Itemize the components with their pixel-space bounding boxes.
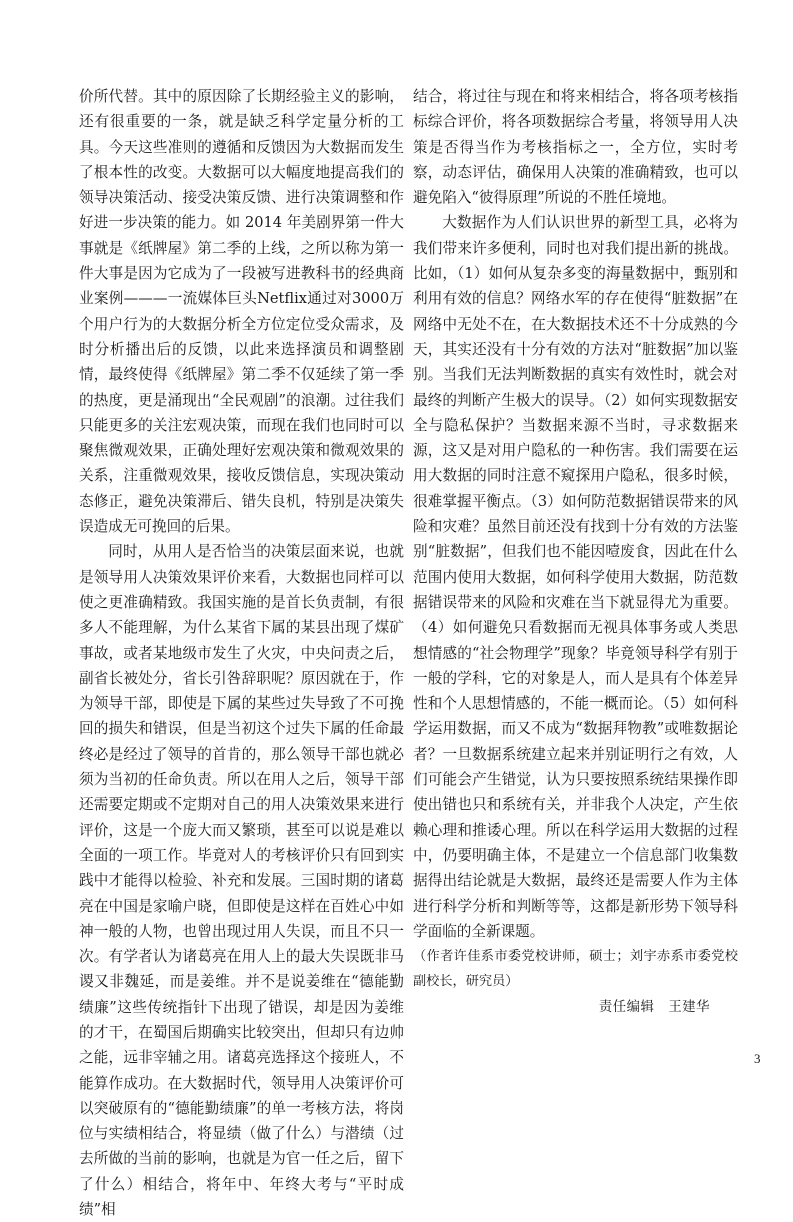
body-paragraph: 大数据作为人们认识世界的新型工具，必将为我们带来许多便利，同时也对我们提出新的挑战。比如，（1）如何从复杂多变的海量数据中，甄别和利用有效的信息？网络水军的存在使得“脏数据”在网络中无处不在，在大数据技术还不十分成熟的今天，其实还没有十分有效的方法对“脏数据”加以鉴别。当我们无法判断数据的真实有效性时，就会对最终的判断产生极大的误导。（2）如何实现数据安全与隐私保护？当数据来源不当时，寻求数据来源，这又是对用户隐私的一种伤害。我们需要在运用大数据的同时注意不窥探用户隐私，很多时候，很难掌握平衡点。（3）如何防范数据错误带来的风险和灾难？虽然目前还没有找到十分有效的方法鉴别“脏数据”，但我们也不能因噎废食，因此在什么范围内使用大数据，如何科学使用大数据，防范数据错误带来的风险和灾难在当下就显得尤为重要。（4）如何避免只看数据而无视具体事务或人类思想情感的“社会物理学”现象？毕竟领导科学有别于一般的学科，它的对象是人，而人是具有个体差异性和个人思想情感的，不能一概而论。（5）如何科学运用数据，而又不成为“数据拜物教”或唯数据论者？一旦数据系统建立起来并别证明行之有效，人们可能会产生错觉，认为只要按照系统结果操作即使出错也只和系统有关，并非我个人决定，产生依赖心理和推诿心理。所以在科学运用大数据的过程中，仍要明确主体，不是建立一个信息部门收集数据得出结论就是大数据，最终还是需要人作为主体进行科学分析和判断等等，这都是新形势下领导科学面临的全新课题。 [413, 214, 738, 940]
body-paragraph: 同时，从用人是否恰当的决策层面来说，也就是领导用人决策效果评价来看，大数据也同样可以使之更准确精致。我国实施的是首长负责制，有很多人不能理解，为什么某省下属的某县出现了煤矿事故，或者某地级市发生了火灾，中央问责之后，副省长被处分，省长引咎辞职呢？原因就在于，作为领导干部，即使是下属的某些过失导致了不可挽回的损失和错误，但是当初这个过失下属的任命最终必是经过了领导的首肯的，那么领导干部也就必须为当初的任命负责。所以在用人之后，领导干部还需要定期或不定期对自己的用人决策效果来进行评价，这是一个庞大而又繁琐，甚至可以说是难以全面的一项工作。毕竟对人的考核评价只有回到实践中才能得以检验、补充和发展。三国时期的诸葛亮在中国是家喻户晓，但即使是这样在百姓心中如神一般的人物，也曾出现过用人失误，而且不只一次。有学者认为诸葛亮在用人上的最大失误既非马谡又非魏延，而是姜维。并不是说姜维在“德能勤绩廉”这些传统指针下出现了错误，却是因为姜维的才干，在蜀国后期确实比较突出，但却只有边帅之能，远非宰辅之用。诸葛亮选择这个接班人，不能算作成功。在大数据时代，领导用人决策评价可以突破原有的“德能勤绩廉”的单一考核方法，将岗位与实绩相结合，将显绩（做了什么）与潜绩（过去所做的当前的影响，也就是为官一任之后，留下了什么）相结合，将年中、年终大考与“平时成绩”相 [79, 543, 404, 1219]
body-paragraph: 价所代替。其中的原因除了长期经验主义的影响，还有很重要的一条，就是缺乏科学定量分析的工具。今天这些准则的遵循和反馈因为大数据而发生了根本性的改变。大数据可以大幅度地提高我们的领导决策活动、接受决策反馈、进行决策调整和作好进一步决策的能力。如 2014 年美剧界第一件大事就是《纸牌屋》第二季的上线，之所以称为第一件大事是因为它成为了一段被写进教科书的经典商业案例———一流媒体巨头Netflix通过对3000万个用户行为的大数据分析全方位定位受众需求，及时分析播出后的反馈，以此来选择演员和调整剧情，最终使得《纸牌屋》第二季不仅延续了第一季的热度，更是涌现出“全民观剧”的浪潮。过往我们只能更多的关注宏观决策，而现在我们也同时可以聚焦微观效果，正确处理好宏观决策和微观效果的关系，注重微观效果，接收反馈信息，实现决策动态修正，避免决策滞后、错失良机，特别是决策失误造成无可挽回的后果。 [79, 88, 404, 536]
right-column [413, 84, 738, 1020]
author-note: （作者许佳系市委党校讲师，硕士；刘宇赤系市委党校副校长，研究员） [413, 949, 738, 990]
page-number: 3 [754, 1051, 761, 1066]
left-column [79, 84, 404, 1222]
body-paragraph: 结合，将过往与现在和将来相结合，将各项考核指标综合评价，将各项数据综合考量，将领导用人决策是否得当作为考核指标之一，全方位，实时考察，动态评估，确保用人决策的准确精致，也可以避免陷入“彼得原理”所说的不胜任境地。 [413, 88, 738, 207]
editor-credit: 责任编辑 王建华 [598, 999, 710, 1015]
